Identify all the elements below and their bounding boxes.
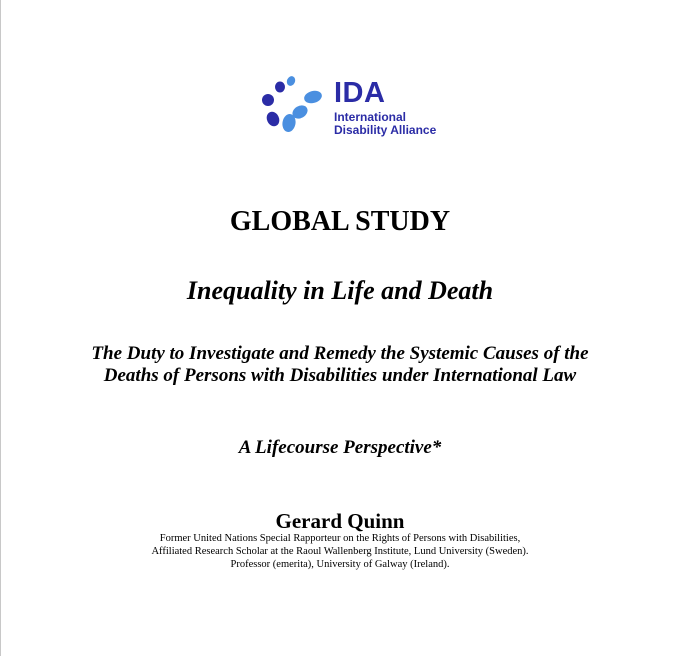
author-affiliation: Professor (emerita), University of Galway (Ireland).	[230, 559, 450, 570]
logo-name-line2: Disability Alliance	[334, 123, 437, 137]
logo-organization-name	[334, 111, 436, 137]
document-title: Inequality in Life and Death	[186, 276, 494, 305]
ida-logo-dots-icon	[258, 72, 330, 138]
author-name: Gerard Quinn	[275, 509, 405, 533]
perspective-label: A Lifecourse Perspective*	[238, 437, 442, 458]
author-affiliation: Affiliated Research Scholar at the Raoul Wallenberg Institute, Lund University (Sweden).	[151, 546, 529, 557]
document-subtitle: The Duty to Investigate and Remedy the Systemic Causes of the Deaths of Persons with Disabilities under International Law	[91, 343, 589, 386]
author-affiliation: Former United Nations Special Rapporteur on the Rights of Persons with Disabilities,	[159, 533, 521, 544]
ida-logo	[258, 72, 438, 138]
study-label: GLOBAL STUDY	[229, 206, 451, 237]
logo-abbreviation: IDA	[334, 77, 386, 109]
logo-name-line1: International	[334, 110, 407, 124]
